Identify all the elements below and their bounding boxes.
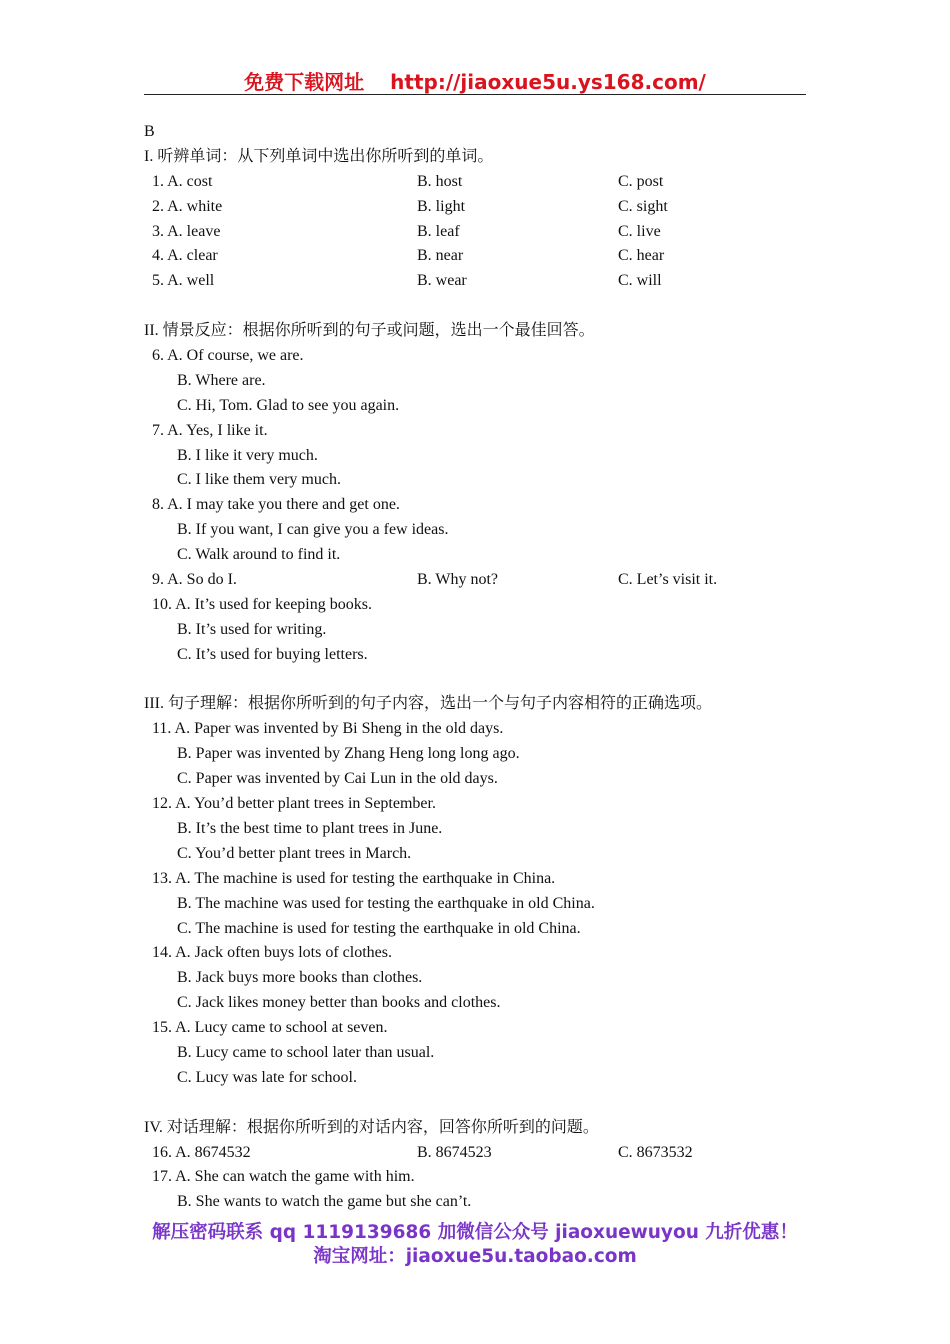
document-body (144, 120, 824, 1215)
question-14-option-b: B. Jack buys more books than clothes. (177, 969, 423, 987)
section-4-title: IV. 对话理解：根据你所听到的对话内容，回答你所听到的问题。 (144, 1118, 599, 1136)
question-8-option-a: 8. A. I may take you there and get one. (152, 496, 400, 514)
question-row-1 (144, 170, 824, 195)
option-c: C. hear (618, 247, 665, 265)
question-6-option-c: C. Hi, Tom. Glad to see you again. (177, 396, 400, 414)
section-letter: B (144, 123, 155, 140)
option-c: C. live (618, 222, 661, 240)
question-6-option-b: B. Where are. (177, 371, 266, 389)
question-17-option-a: 17. A. She can watch the game with him. (152, 1168, 415, 1186)
question-row-4 (144, 244, 824, 269)
header-label: 免费下载网址 (244, 70, 365, 94)
section-1-title: I. 听辨单词：从下列单词中选出你所听到的单词。 (144, 147, 494, 165)
question-13-option-c: C. The machine is used for testing the earthquake in old China. (177, 919, 581, 937)
question-15-option-a: 15. A. Lucy came to school at seven. (152, 1019, 388, 1037)
question-11-option-b: B. Paper was invented by Zhang Heng long long ago. (177, 745, 520, 763)
question-12-option-b: B. It’s the best time to plant trees in June. (177, 819, 443, 837)
question-row-9 (144, 568, 824, 593)
option-b: B. leaf (417, 222, 460, 240)
question-row-2 (144, 195, 824, 220)
question-10-option-b: B. It’s used for writing. (177, 620, 327, 638)
question-12-option-c: C. You’d better plant trees in March. (177, 844, 412, 862)
question-13-option-b: B. The machine was used for testing the earthquake in old China. (177, 894, 595, 912)
question-7-option-b: B. I like it very much. (177, 446, 318, 464)
question-10-option-c: C. It’s used for buying letters. (177, 645, 368, 663)
question-12-option-a: 12. A. You’d better plant trees in September. (152, 795, 436, 813)
question-15-option-c: C. Lucy was late for school. (177, 1068, 357, 1086)
option-c: C. 8673532 (618, 1143, 693, 1161)
header-divider (144, 94, 806, 95)
footer-shop-link[interactable]: 淘宝网址：jiaoxue5u.taobao.com (313, 1246, 637, 1267)
option-c: C. post (618, 172, 664, 190)
question-7-option-c: C. I like them very much. (177, 471, 341, 489)
question-14-option-a: 14. A. Jack often buys lots of clothes. (152, 944, 392, 962)
question-15-option-b: B. Lucy came to school later than usual. (177, 1043, 435, 1061)
page-header (0, 66, 950, 95)
option-a: 9. A. So do I. (152, 571, 237, 589)
section-3-title: III. 句子理解：根据你所听到的句子内容，选出一个与句子内容相符的正确选项。 (144, 695, 712, 713)
option-b: B. near (417, 247, 464, 265)
question-row-5 (144, 269, 824, 294)
section-2-title: II. 情景反应：根据你所听到的句子或问题，选出一个最佳回答。 (144, 322, 595, 340)
question-8-option-b: B. If you want, I can give you a few ideas. (177, 521, 449, 539)
option-a: 4. A. clear (152, 247, 218, 265)
question-13-option-a: 13. A. The machine is used for testing the earthquake in China. (152, 869, 556, 887)
option-a: 2. A. white (152, 197, 223, 215)
question-row-16 (144, 1141, 824, 1166)
option-a: 1. A. cost (152, 172, 213, 190)
question-6-option-a: 6. A. Of course, we are. (152, 347, 304, 365)
option-b: B. light (417, 197, 466, 215)
option-b: B. host (417, 172, 463, 190)
question-17-option-b: B. She wants to watch the game but she can’t. (177, 1193, 472, 1211)
option-c: C. sight (618, 197, 668, 215)
question-10-option-a: 10. A. It’s used for keeping books. (152, 595, 372, 613)
option-b: B. Why not? (417, 571, 499, 589)
option-c: C. will (618, 272, 662, 290)
option-b: B. wear (417, 272, 467, 290)
option-a: 3. A. leave (152, 222, 221, 240)
option-a: 5. A. well (152, 272, 215, 290)
question-7-option-a: 7. A. Yes, I like it. (152, 421, 268, 439)
option-b: B. 8674523 (417, 1143, 492, 1161)
question-14-option-c: C. Jack likes money better than books and clothes. (177, 994, 501, 1012)
question-8-option-c: C. Walk around to find it. (177, 546, 341, 564)
question-11-option-c: C. Paper was invented by Cai Lun in the old days. (177, 770, 498, 788)
header-url-link[interactable]: http://jiaoxue5u.ys168.com/ (390, 70, 706, 94)
option-c: C. Let’s visit it. (618, 571, 718, 589)
question-11-option-a: 11. A. Paper was invented by Bi Sheng in the old days. (152, 720, 504, 738)
option-a: 16. A. 8674532 (152, 1143, 251, 1161)
question-row-3 (144, 220, 824, 245)
footer-contact: 解压密码联系 qq 1119139686 加微信公众号 jiaoxuewuyou 九折优惠！ (152, 1222, 798, 1243)
